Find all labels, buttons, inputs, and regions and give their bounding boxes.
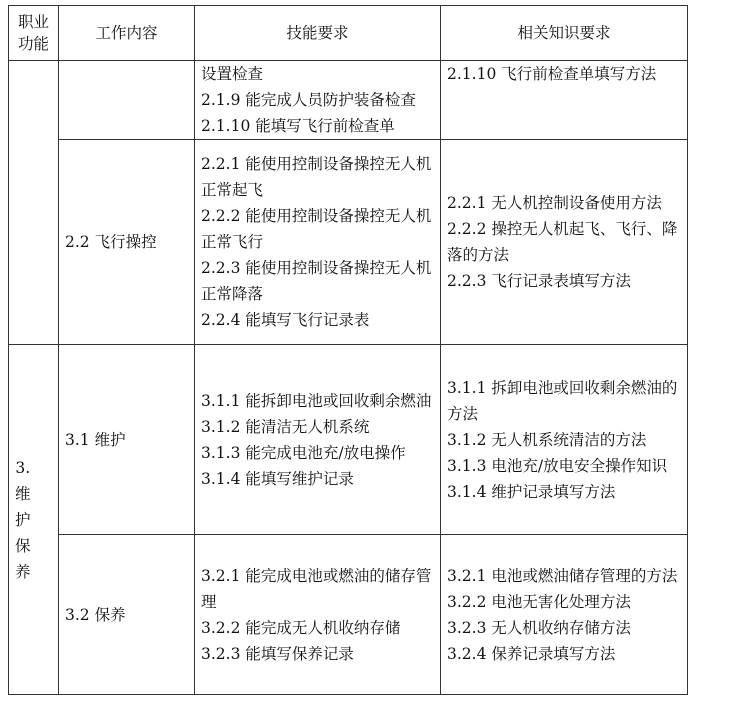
- function-char: 3.: [15, 458, 31, 477]
- skill-item: 设置检查: [201, 65, 264, 83]
- knowledge-item: 3.1.2 无人机系统清洁的方法: [447, 430, 647, 449]
- function-char: 维: [15, 484, 31, 503]
- skill-item: 3.2.1 能完成电池或燃油的储存管理: [201, 566, 432, 611]
- skill-item: 2.2.3 能使用控制设备操控无人机正常降落: [201, 259, 432, 303]
- skill-cell: [195, 345, 441, 535]
- header-row: [9, 6, 688, 61]
- function-cell: [9, 345, 59, 695]
- skill-item: 3.1.3 能完成电池充/放电操作: [201, 443, 406, 462]
- header-function: [9, 6, 59, 61]
- skill-cell: [195, 140, 441, 345]
- knowledge-cell: [441, 345, 688, 535]
- function-char: 养: [15, 562, 31, 581]
- knowledge-item: 3.1.3 电池充/放电安全操作知识: [447, 456, 668, 475]
- function-char: 护: [15, 510, 31, 529]
- header-function-line1: 职业: [17, 13, 49, 31]
- knowledge-item: 2.2.2 操控无人机起飞、飞行、降落的方法: [447, 220, 678, 264]
- skill-item: 2.2.1 能使用控制设备操控无人机正常起飞: [201, 155, 432, 199]
- work-cell: 3.2 保养: [59, 535, 195, 695]
- table-row: [9, 345, 688, 535]
- knowledge-item: 3.2.1 电池或燃油储存管理的方法: [447, 566, 678, 585]
- header-skill: 技能要求: [195, 6, 441, 61]
- knowledge-item: 2.2.1 无人机控制设备使用方法: [447, 194, 662, 212]
- knowledge-item: 3.1.4 维护记录填写方法: [447, 482, 616, 501]
- skill-item: 2.2.4 能填写飞行记录表: [201, 311, 370, 329]
- skill-item: 3.1.2 能清洁无人机系统: [201, 417, 370, 436]
- knowledge-item: 3.2.4 保养记录填写方法: [447, 644, 616, 663]
- skill-cell: [195, 535, 441, 695]
- skill-item: 2.2.2 能使用控制设备操控无人机正常飞行: [201, 207, 432, 251]
- header-knowledge: 相关知识要求: [441, 6, 688, 61]
- knowledge-item: 3.1.1 拆卸电池或回收剩余燃油的方法: [447, 378, 678, 423]
- knowledge-item: 3.2.2 电池无害化处理方法: [447, 592, 631, 611]
- skill-item: 3.1.1 能拆卸电池或回收剩余燃油: [201, 391, 432, 410]
- skill-item: 2.1.10 能填写飞行前检查单: [201, 117, 395, 135]
- work-cell: 2.2 飞行操控: [59, 140, 195, 345]
- skill-item: 3.2.3 能填写保养记录: [201, 644, 354, 663]
- knowledge-cell: [441, 140, 688, 345]
- skills-table: [8, 5, 688, 695]
- header-function-line2: 功能: [17, 35, 49, 53]
- function-char: 保: [15, 536, 31, 555]
- skill-item: 3.1.4 能填写维护记录: [201, 469, 354, 488]
- knowledge-item: 3.2.3 无人机收纳存储方法: [447, 618, 631, 637]
- function-label: [15, 455, 31, 585]
- skill-item: 2.1.9 能完成人员防护装备检查: [201, 91, 416, 109]
- knowledge-cell: [441, 61, 688, 140]
- table-row: [9, 61, 688, 140]
- skill-cell: [195, 61, 441, 140]
- knowledge-item: 2.1.10 飞行前检查单填写方法: [447, 65, 657, 83]
- header-work: 工作内容: [59, 6, 195, 61]
- table-row: [9, 140, 688, 345]
- work-cell: 3.1 维护: [59, 345, 195, 535]
- skill-item: 3.2.2 能完成无人机收纳存储: [201, 618, 401, 637]
- function-cell-empty: [9, 61, 59, 345]
- knowledge-cell: [441, 535, 688, 695]
- work-cell: [59, 61, 195, 140]
- knowledge-item: 2.2.3 飞行记录表填写方法: [447, 272, 631, 290]
- table-row: [9, 535, 688, 695]
